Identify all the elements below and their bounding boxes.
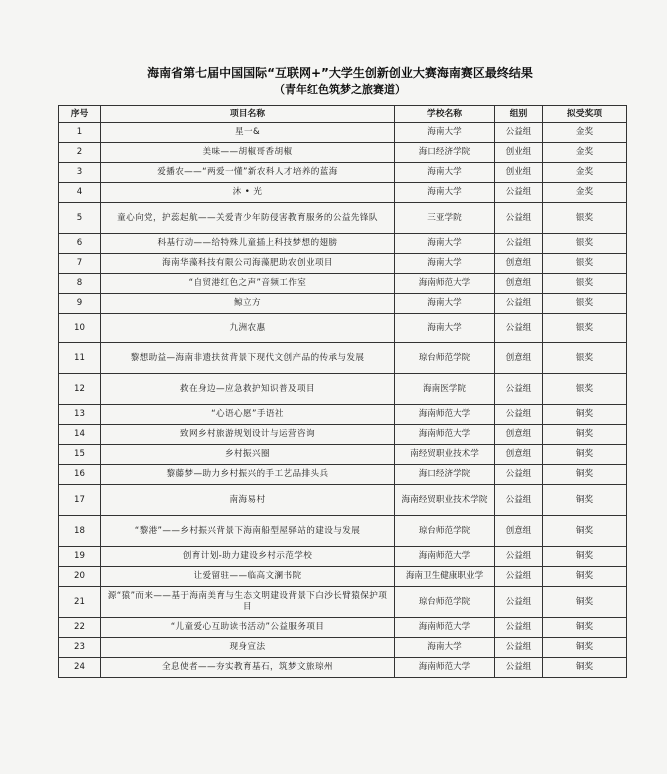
project-name: 科基行动——给特殊儿童插上科技梦想的翅膀 — [101, 234, 395, 254]
school-name: 南经贸职业技术学 — [395, 445, 495, 465]
header-school-name: 学校名称 — [395, 106, 495, 123]
school-name: 琼台师范学院 — [395, 587, 495, 618]
project-name: 童心向党，护蕊起航——关爱青少年防侵害教育服务的公益先锋队 — [101, 203, 395, 234]
school-name: 海南师范大学 — [395, 547, 495, 567]
project-name: 爱播农——“两爱一懂”新农科人才培养的蓝海 — [101, 163, 395, 183]
group-name: 公益组 — [495, 374, 543, 405]
project-name: “自贸港红色之声”音频工作室 — [101, 274, 395, 294]
school-name: 海南卫生健康职业学 — [395, 567, 495, 587]
group-name: 公益组 — [495, 405, 543, 425]
row-number: 3 — [59, 163, 101, 183]
table-row — [59, 274, 627, 294]
row-number: 16 — [59, 465, 101, 485]
row-number: 11 — [59, 343, 101, 374]
group-name: 公益组 — [495, 123, 543, 143]
table-row — [59, 294, 627, 314]
project-name: 让爱留驻——临高文澜书院 — [101, 567, 395, 587]
project-name: 沐 • 光 — [101, 183, 395, 203]
group-name: 公益组 — [495, 485, 543, 516]
award-name: 银奖 — [543, 274, 627, 294]
header-award: 拟受奖项 — [543, 106, 627, 123]
award-name: 金奖 — [543, 183, 627, 203]
group-name: 创意组 — [495, 516, 543, 547]
award-name: 铜奖 — [543, 587, 627, 618]
award-name: 金奖 — [543, 123, 627, 143]
group-name: 公益组 — [495, 234, 543, 254]
row-number: 15 — [59, 445, 101, 465]
table-row — [59, 638, 627, 658]
school-name: 海南师范大学 — [395, 405, 495, 425]
group-name: 公益组 — [495, 183, 543, 203]
group-name: 创意组 — [495, 254, 543, 274]
project-name: 救在身边—应急救护知识普及项目 — [101, 374, 395, 405]
project-name: 黎藤梦—助力乡村振兴的手工艺品排头兵 — [101, 465, 395, 485]
school-name: 海口经济学院 — [395, 465, 495, 485]
award-name: 铜奖 — [543, 425, 627, 445]
school-name: 三亚学院 — [395, 203, 495, 234]
school-name: 海南大学 — [395, 234, 495, 254]
award-name: 铜奖 — [543, 516, 627, 547]
school-name: 海南大学 — [395, 638, 495, 658]
group-name: 公益组 — [495, 547, 543, 567]
row-number: 2 — [59, 143, 101, 163]
table-row — [59, 485, 627, 516]
project-name: “儿童爱心互助读书活动”公益服务项目 — [101, 618, 395, 638]
row-number: 7 — [59, 254, 101, 274]
school-name: 海南大学 — [395, 314, 495, 343]
award-name: 铜奖 — [543, 465, 627, 485]
school-name: 海南大学 — [395, 163, 495, 183]
group-name: 创意组 — [495, 274, 543, 294]
award-name: 铜奖 — [543, 567, 627, 587]
group-name: 公益组 — [495, 638, 543, 658]
table-row — [59, 203, 627, 234]
project-name: “心语心愿”手语社 — [101, 405, 395, 425]
award-name: 银奖 — [543, 234, 627, 254]
table-row — [59, 618, 627, 638]
award-name: 铜奖 — [543, 638, 627, 658]
award-name: 银奖 — [543, 254, 627, 274]
row-number: 10 — [59, 314, 101, 343]
table-row — [59, 163, 627, 183]
row-number: 4 — [59, 183, 101, 203]
document-title: 海南省第七届中国国际“互联网+”大学生创新创业大赛海南赛区最终结果 — [147, 66, 533, 80]
award-name: 铜奖 — [543, 618, 627, 638]
row-number: 21 — [59, 587, 101, 618]
row-number: 17 — [59, 485, 101, 516]
row-number: 13 — [59, 405, 101, 425]
school-name: 海南大学 — [395, 183, 495, 203]
group-name: 公益组 — [495, 314, 543, 343]
table-row — [59, 445, 627, 465]
school-name: 琼台师范学院 — [395, 343, 495, 374]
group-name: 创意组 — [495, 343, 543, 374]
row-number: 5 — [59, 203, 101, 234]
table-header-row — [59, 106, 627, 123]
award-name: 铜奖 — [543, 405, 627, 425]
school-name: 海南经贸职业技术学院 — [395, 485, 495, 516]
table-row — [59, 343, 627, 374]
table-row — [59, 516, 627, 547]
award-name: 金奖 — [543, 143, 627, 163]
row-number: 20 — [59, 567, 101, 587]
group-name: 创业组 — [495, 163, 543, 183]
table-row — [59, 254, 627, 274]
project-name: 星一& — [101, 123, 395, 143]
header-group: 组别 — [495, 106, 543, 123]
table-row — [59, 314, 627, 343]
group-name: 公益组 — [495, 658, 543, 678]
table-row — [59, 143, 627, 163]
table-row — [59, 658, 627, 678]
award-name: 铜奖 — [543, 445, 627, 465]
award-name: 金奖 — [543, 163, 627, 183]
award-name: 银奖 — [543, 314, 627, 343]
group-name: 公益组 — [495, 618, 543, 638]
group-name: 创业组 — [495, 143, 543, 163]
row-number: 14 — [59, 425, 101, 445]
award-name: 铜奖 — [543, 485, 627, 516]
header-no: 序号 — [59, 106, 101, 123]
row-number: 1 — [59, 123, 101, 143]
award-name: 银奖 — [543, 203, 627, 234]
table-row — [59, 425, 627, 445]
header-project-name: 项目名称 — [101, 106, 395, 123]
table-row — [59, 465, 627, 485]
row-number: 18 — [59, 516, 101, 547]
table-row — [59, 374, 627, 405]
school-name: 海南大学 — [395, 123, 495, 143]
school-name: 琼台师范学院 — [395, 516, 495, 547]
school-name: 海南师范大学 — [395, 425, 495, 445]
school-name: 海南师范大学 — [395, 658, 495, 678]
award-name: 银奖 — [543, 294, 627, 314]
row-number: 6 — [59, 234, 101, 254]
project-name: 九洲农惠 — [101, 314, 395, 343]
project-name: 现身宣法 — [101, 638, 395, 658]
group-name: 公益组 — [495, 567, 543, 587]
project-name: 黎想助益—海南非遗扶贫背景下现代文创产品的传承与发展 — [101, 343, 395, 374]
document-subtitle: （青年红色筑梦之旅赛道） — [274, 83, 406, 96]
results-table — [58, 105, 627, 678]
results-table-body — [59, 123, 627, 678]
table-row — [59, 547, 627, 567]
row-number: 8 — [59, 274, 101, 294]
table-row — [59, 567, 627, 587]
school-name: 海南师范大学 — [395, 618, 495, 638]
group-name: 公益组 — [495, 294, 543, 314]
group-name: 公益组 — [495, 203, 543, 234]
school-name: 海口经济学院 — [395, 143, 495, 163]
group-name: 创意组 — [495, 445, 543, 465]
row-number: 9 — [59, 294, 101, 314]
school-name: 海南师范大学 — [395, 274, 495, 294]
table-row — [59, 123, 627, 143]
project-name: 全息使者——夯实教育基石，筑梦文旅琼州 — [101, 658, 395, 678]
award-name: 铜奖 — [543, 547, 627, 567]
school-name: 海南大学 — [395, 294, 495, 314]
table-row — [59, 405, 627, 425]
group-name: 公益组 — [495, 465, 543, 485]
project-name: 鲸立方 — [101, 294, 395, 314]
school-name: 海南医学院 — [395, 374, 495, 405]
project-name: 源“猿”而来——基于海南美育与生态文明建设背景下白沙长臂猿保护项目 — [101, 587, 395, 618]
row-number: 12 — [59, 374, 101, 405]
table-row — [59, 587, 627, 618]
row-number: 19 — [59, 547, 101, 567]
award-name: 银奖 — [543, 343, 627, 374]
group-name: 创意组 — [495, 425, 543, 445]
school-name: 海南大学 — [395, 254, 495, 274]
project-name: “黎港”——乡村振兴背景下海南船型屋驿站的建设与发展 — [101, 516, 395, 547]
table-row — [59, 234, 627, 254]
project-name: 南海易村 — [101, 485, 395, 516]
row-number: 23 — [59, 638, 101, 658]
project-name: 创育计划-助力建设乡村示范学校 — [101, 547, 395, 567]
row-number: 22 — [59, 618, 101, 638]
award-name: 铜奖 — [543, 658, 627, 678]
table-row — [59, 183, 627, 203]
project-name: 美味——胡椒哥香胡椒 — [101, 143, 395, 163]
project-name: 海南华藻科技有限公司海藻肥助农创业项目 — [101, 254, 395, 274]
group-name: 公益组 — [495, 587, 543, 618]
project-name: 致网乡村旅游规划设计与运营咨询 — [101, 425, 395, 445]
row-number: 24 — [59, 658, 101, 678]
project-name: 乡村振兴圈 — [101, 445, 395, 465]
award-name: 银奖 — [543, 374, 627, 405]
